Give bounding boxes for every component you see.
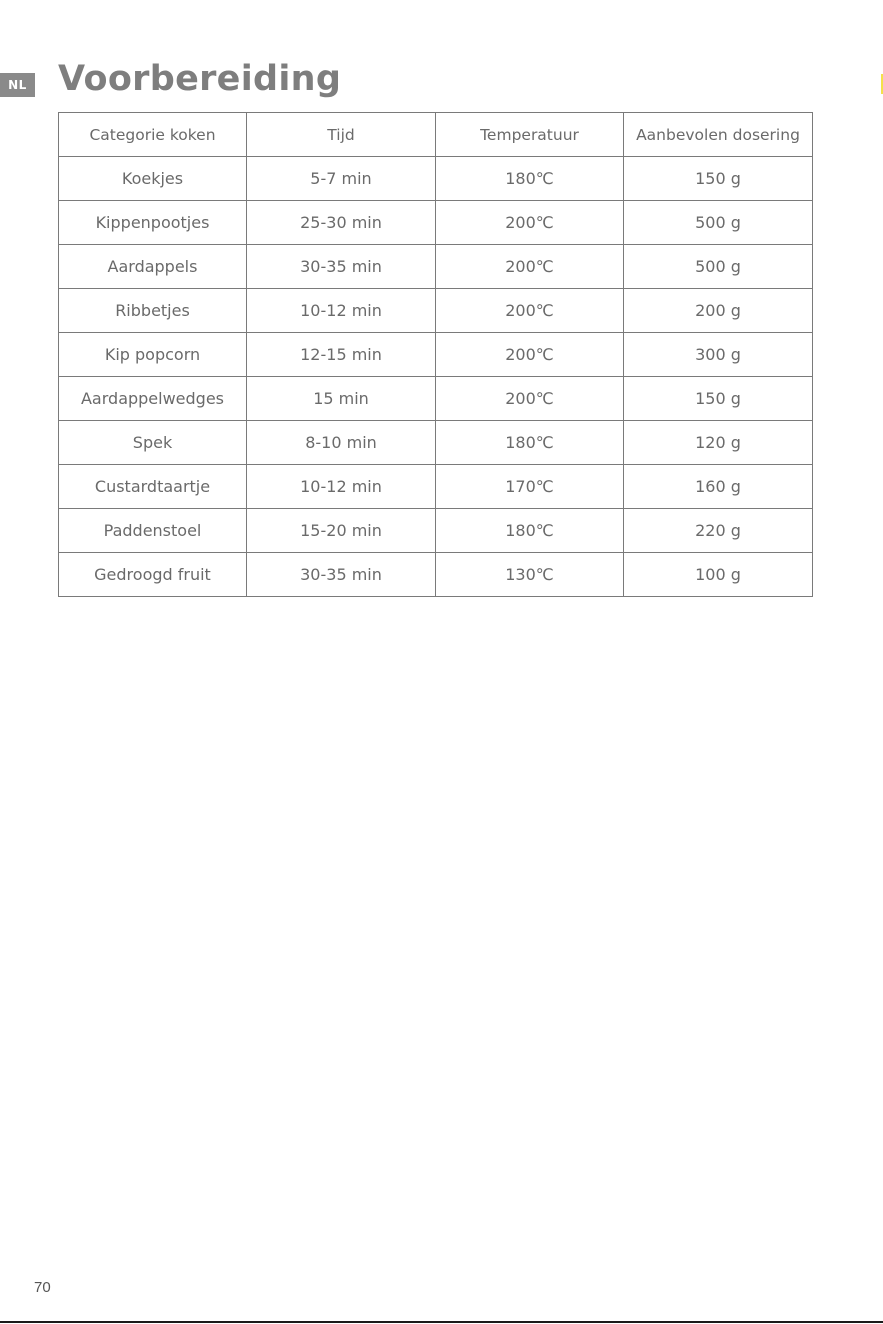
cell-category: Aardappels xyxy=(59,245,247,289)
cell-dosage: 200 g xyxy=(624,289,813,333)
cell-temperature: 200℃ xyxy=(436,377,624,421)
cell-time: 10-12 min xyxy=(247,289,436,333)
cell-temperature: 180℃ xyxy=(436,509,624,553)
cell-category: Aardappelwedges xyxy=(59,377,247,421)
cell-time: 30-35 min xyxy=(247,553,436,597)
table-row xyxy=(59,377,813,421)
cell-dosage: 220 g xyxy=(624,509,813,553)
cell-category: Gedroogd fruit xyxy=(59,553,247,597)
table-header-row xyxy=(59,113,813,157)
cell-temperature: 180℃ xyxy=(436,157,624,201)
page-title: Voorbereiding xyxy=(58,59,342,99)
table-row xyxy=(59,465,813,509)
language-badge: NL xyxy=(0,73,35,97)
table-row xyxy=(59,509,813,553)
cell-dosage: 100 g xyxy=(624,553,813,597)
header-category: Categorie koken xyxy=(59,113,247,157)
cell-temperature: 180℃ xyxy=(436,421,624,465)
cell-time: 8-10 min xyxy=(247,421,436,465)
cell-category: Spek xyxy=(59,421,247,465)
bottom-rule xyxy=(0,1321,883,1323)
cell-time: 25-30 min xyxy=(247,201,436,245)
cell-time: 30-35 min xyxy=(247,245,436,289)
cell-time: 15-20 min xyxy=(247,509,436,553)
cell-temperature: 170℃ xyxy=(436,465,624,509)
cell-time: 12-15 min xyxy=(247,333,436,377)
header-temperature: Temperatuur xyxy=(436,113,624,157)
table-row xyxy=(59,421,813,465)
cell-dosage: 120 g xyxy=(624,421,813,465)
preparation-table xyxy=(58,112,813,597)
cell-temperature: 200℃ xyxy=(436,201,624,245)
cell-temperature: 200℃ xyxy=(436,245,624,289)
table-row xyxy=(59,333,813,377)
cell-category: Kip popcorn xyxy=(59,333,247,377)
cell-category: Koekjes xyxy=(59,157,247,201)
cell-category: Ribbetjes xyxy=(59,289,247,333)
page-number: 70 xyxy=(34,1279,51,1296)
cell-category: Paddenstoel xyxy=(59,509,247,553)
cell-category: Custardtaartje xyxy=(59,465,247,509)
table-row xyxy=(59,553,813,597)
header-dosage: Aanbevolen dosering xyxy=(624,113,813,157)
cell-temperature: 200℃ xyxy=(436,289,624,333)
cell-time: 5-7 min xyxy=(247,157,436,201)
cell-time: 10-12 min xyxy=(247,465,436,509)
cell-dosage: 150 g xyxy=(624,377,813,421)
cell-category: Kippenpootjes xyxy=(59,201,247,245)
header-time: Tijd xyxy=(247,113,436,157)
cell-dosage: 500 g xyxy=(624,245,813,289)
cell-dosage: 300 g xyxy=(624,333,813,377)
cell-dosage: 160 g xyxy=(624,465,813,509)
cell-dosage: 150 g xyxy=(624,157,813,201)
table-row xyxy=(59,245,813,289)
cell-time: 15 min xyxy=(247,377,436,421)
cell-temperature: 130℃ xyxy=(436,553,624,597)
cell-dosage: 500 g xyxy=(624,201,813,245)
table-row xyxy=(59,157,813,201)
table-row xyxy=(59,289,813,333)
cell-temperature: 200℃ xyxy=(436,333,624,377)
table-row xyxy=(59,201,813,245)
